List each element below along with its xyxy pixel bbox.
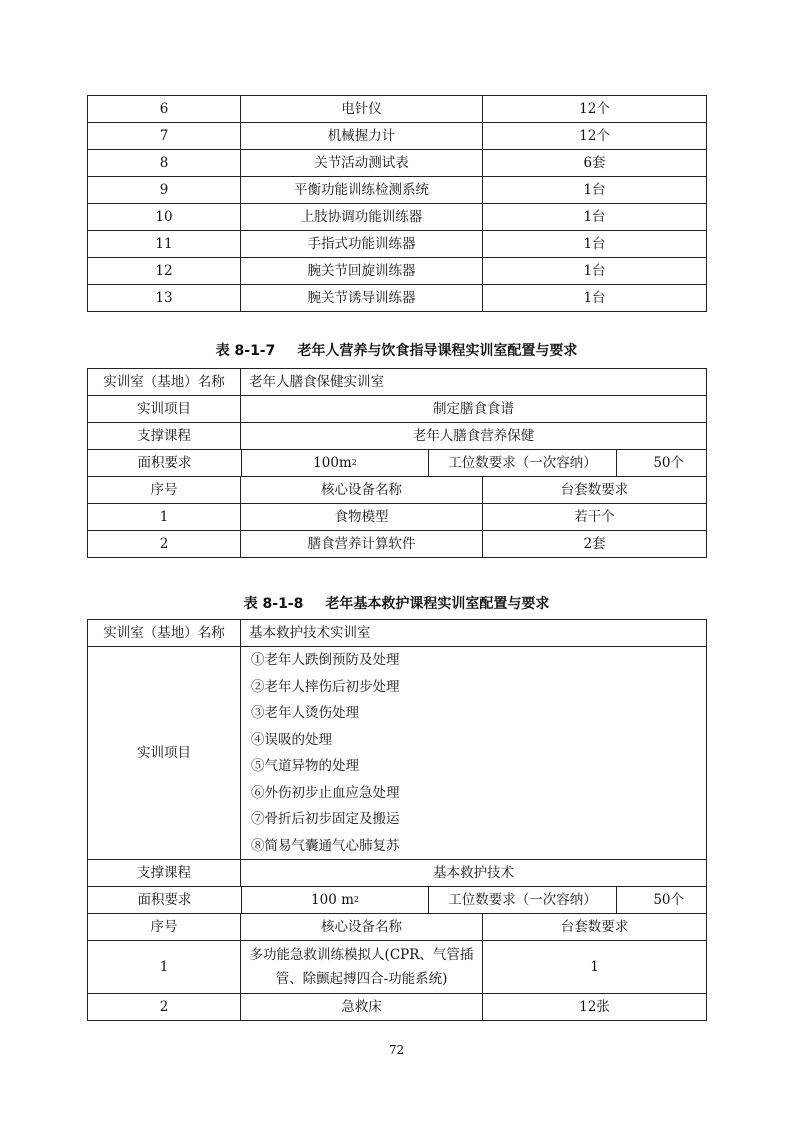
list-item: ③老年人烫伤处理 (251, 705, 359, 721)
list-item: ⑧简易气囊通气心肺复苏 (251, 837, 400, 854)
table-row: 支撑课程 老年人膳食营养保健 (88, 423, 707, 450)
table-row: 1 多功能急救训练模拟人(CPR、气管插 管、除颤起搏四合-功能系统) 1 (88, 941, 707, 994)
table-row: 9 平衡功能训练检测系统 1台 (88, 177, 707, 204)
table-row: 实训项目 制定膳食食谱 (88, 396, 707, 423)
table-row: 12 腕关节回旋训练器 1台 (88, 258, 707, 285)
training-project-list (241, 647, 707, 860)
table-row: 11 手指式功能训练器 1台 (88, 231, 707, 258)
table-row: 7 机械握力计 12个 (88, 123, 707, 150)
table-row: 1 食物模型 若干个 (88, 504, 707, 531)
table-row: 面积要求 100 m 2 工位数要求（一次容纳） 50个 (88, 887, 707, 914)
first-aid-lab-table (87, 619, 707, 1021)
list-item: ②老年人摔伤后初步处理 (251, 678, 400, 695)
table-row: 10 上肢协调功能训练器 1台 (88, 204, 707, 231)
list-item: ①老年人跌倒预防及处理 (251, 652, 400, 668)
list-item: ⑦骨折后初步固定及搬运 (251, 811, 400, 827)
table-row: 实训项目 ①老年人跌倒预防及处理 ②老年人摔伤后初步处理 ③老年人烫伤处理 ④误吸的处理 ⑤气道异物的处理 ⑥外伤初步止血应急处理 ⑦骨折后初步固定及搬运 ⑧简易气囊通气心肺复苏 (88, 647, 707, 860)
list-item: ⑤气道异物的处理 (251, 758, 359, 774)
table-row: 2 急救床 12张 (88, 994, 707, 1021)
table-row: 实训室（基地）名称 老年人膳食保健实训室 (88, 369, 707, 396)
table-header-row: 序号 核心设备名称 台套数要求 (88, 477, 707, 504)
table-caption-8-1-7: 表 8-1-7 老年人营养与饮食指导课程实训室配置与要求 (215, 343, 578, 359)
table-row: 2 膳食营养计算软件 2套 (88, 531, 707, 558)
table-row: 面积要求 100m 2 工位数要求（一次容纳） 50个 (88, 450, 707, 477)
table-row: 8 关节活动测试表 6套 (88, 150, 707, 177)
table-row: 6 电针仪 12个 (88, 96, 707, 123)
equipment-table-continued (87, 95, 707, 312)
table-row: 13 腕关节诱导训练器 1台 (88, 285, 707, 312)
table-row: 实训室（基地）名称 基本救护技术实训室 (88, 620, 707, 647)
list-item: ⑥外伤初步止血应急处理 (251, 784, 400, 801)
table-row: 支撑课程 基本救护技术 (88, 860, 707, 887)
table-caption-8-1-8: 表 8-1-8 老年基本救护课程实训室配置与要求 (243, 596, 550, 612)
table-header-row: 序号 核心设备名称 台套数要求 (88, 914, 707, 941)
nutrition-lab-table (87, 368, 707, 558)
page-number: 72 (388, 1043, 405, 1057)
list-item: ④误吸的处理 (251, 731, 332, 748)
